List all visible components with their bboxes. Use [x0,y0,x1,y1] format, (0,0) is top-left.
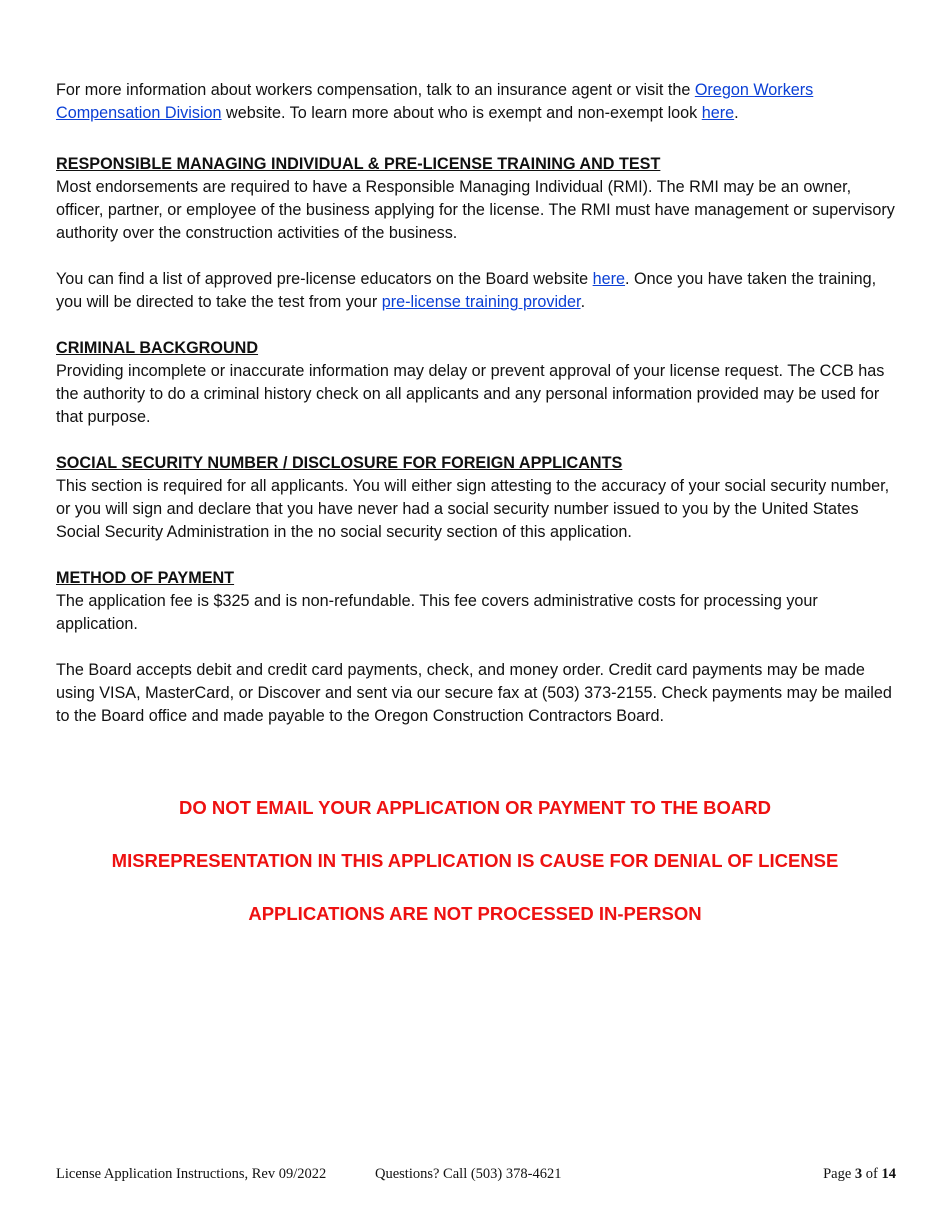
oregon-workers-comp-link[interactable]: Oregon Workers Compensation Division [56,81,814,122]
rmi-educators-paragraph: You can find a list of approved pre-license educators on the Board website here. Once you have taken the training, you will be directed to take the test from your pre-license training provider. [56,270,877,311]
footer-questions: Questions? Call (503) 378-4621 [375,1166,562,1182]
document-body [56,79,898,728]
warning-misrepresentation: MISREPRESENTATION IN THIS APPLICATION IS CAUSE FOR DENIAL OF LICENSE [111,850,839,871]
ssn-heading: SOCIAL SECURITY NUMBER / DISCLOSURE FOR FOREIGN APPLICANTS [56,454,623,472]
criminal-paragraph: Providing incomplete or inaccurate information may delay or prevent approval of your license request. The CCB has the authority to do a criminal history check on all applicants and any personal information provided may be used for that purpose. [56,362,885,426]
rmi-paragraph: Most endorsements are required to have a Responsible Managing Individual (RMI). The RMI may be an owner, officer, partner, or employee of the business applying for the license. The RMI must have management or supervisory authority over the construction activities of the business. [56,178,895,242]
ssn-paragraph: This section is required for all applicants. You will either sign attesting to the accuracy of your social security number, or you will sign and declare that you have never had a social security number issued to you by the United States Social Security Administration in the no social security section of this application. [56,477,890,541]
warnings-block [0,796,950,955]
warning-no-email: DO NOT EMAIL YOUR APPLICATION OR PAYMENT TO THE BOARD [178,797,772,818]
payment-heading: METHOD OF PAYMENT [56,569,235,587]
exempt-info-link[interactable]: here [701,104,735,122]
educators-here-link[interactable]: here [592,270,626,288]
payment-methods-paragraph: The Board accepts debit and credit card payments, check, and money order. Credit card payments may be made using VISA, MasterCard, or Discover and sent via our secure fax at (503) 373-2155. Check payments may be mailed to the Board office and made payable to the Oregon Construction Contractors Board. [56,661,892,725]
intro-paragraph: For more information about workers compensation, talk to an insurance agent or visit the Oregon Workers Compensation Division website. To learn more about who is exempt and non-exempt look here. [56,81,814,122]
pre-license-provider-link[interactable]: pre-license training provider [381,293,581,311]
rmi-heading: RESPONSIBLE MANAGING INDIVIDUAL & PRE-LICENSE TRAINING AND TEST [56,155,661,173]
criminal-heading: CRIMINAL BACKGROUND [56,339,259,357]
payment-fee-paragraph: The application fee is $325 and is non-refundable. This fee covers administrative costs for processing your application. [56,592,818,633]
footer-doc-title: License Application Instructions, Rev 09/2022 [56,1166,327,1182]
footer-page-number: Page 3 of 14 [823,1166,896,1182]
warning-not-in-person: APPLICATIONS ARE NOT PROCESSED IN-PERSON [248,903,702,924]
